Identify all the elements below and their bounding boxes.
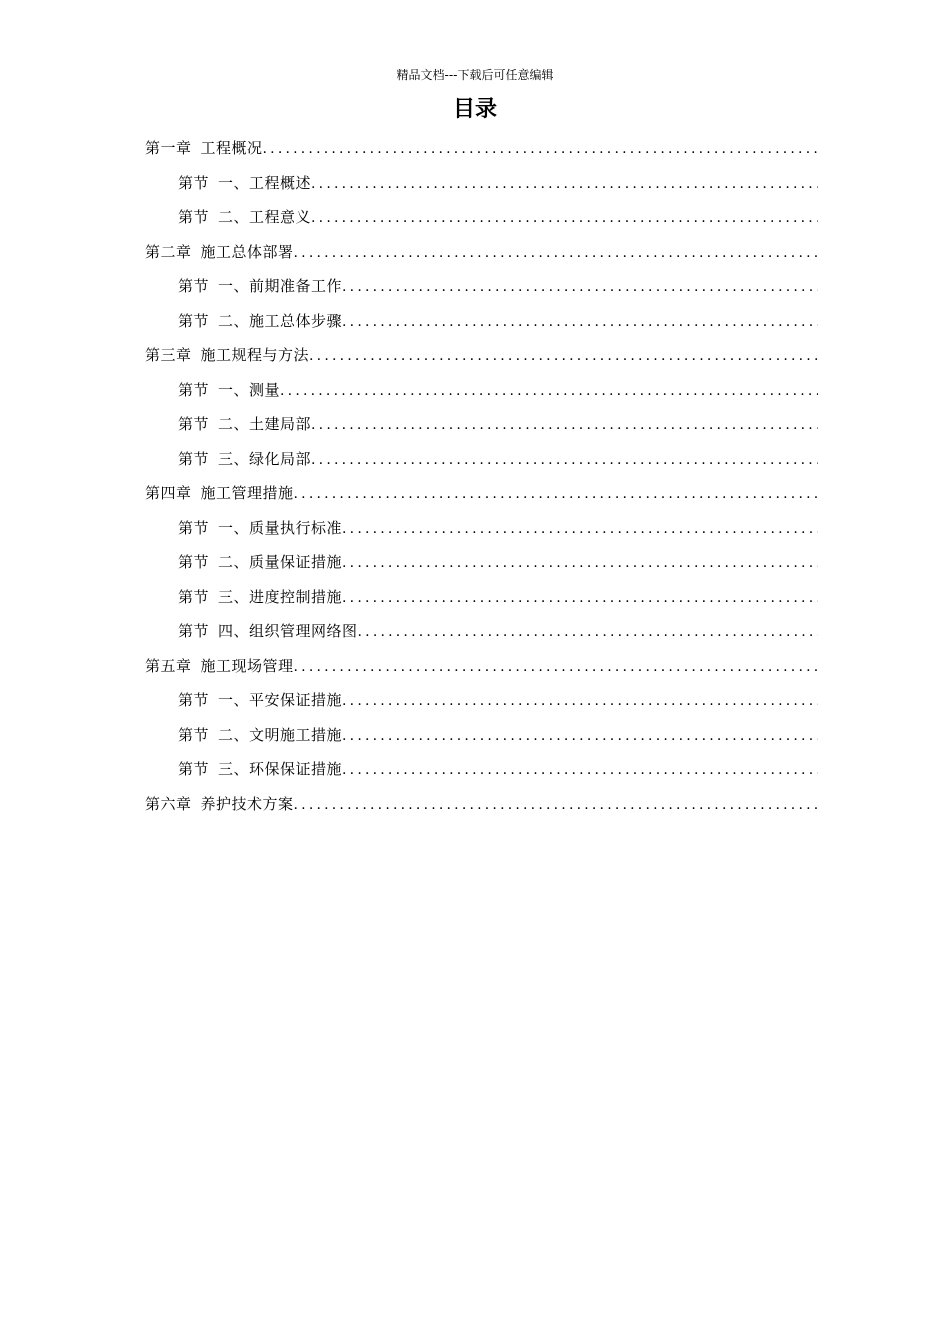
dot-leader <box>311 408 818 442</box>
dot-leader <box>342 546 818 580</box>
dot-leader <box>342 684 818 718</box>
toc-entry-label: 二、文明施工措施 <box>218 725 343 744</box>
toc-entry-text <box>145 476 294 511</box>
toc-entry-text <box>178 166 311 201</box>
toc-entry-prefix: 第节 <box>178 380 210 399</box>
dot-leader <box>311 443 818 477</box>
toc-entry-text <box>178 683 342 718</box>
toc-entry-label: 二、工程意义 <box>218 208 312 226</box>
toc-entry-label: 养护技术方案 <box>200 794 294 813</box>
toc-entry-section[interactable] <box>145 166 818 201</box>
toc-entry-text <box>178 718 342 753</box>
toc-entry-text <box>178 304 342 339</box>
toc-entry-section[interactable] <box>145 683 818 718</box>
toc-entry-section[interactable] <box>145 304 818 339</box>
toc-entry-text <box>145 235 294 270</box>
toc-entry-label: 三、进度控制措施 <box>218 587 343 606</box>
dot-leader <box>311 201 818 235</box>
dot-leader <box>263 132 818 166</box>
dot-leader <box>342 719 818 753</box>
toc-entry-label: 三、环保保证措施 <box>218 760 343 778</box>
toc-entry-prefix: 第节 <box>178 725 210 744</box>
toc-entry-label: 施工现场管理 <box>200 656 294 675</box>
toc-entry-prefix: 第六章 <box>145 794 192 813</box>
dot-leader <box>342 581 818 615</box>
toc-entry-prefix: 第节 <box>178 622 210 640</box>
toc-entry-text <box>178 442 311 477</box>
toc-entry-label: 一、测量 <box>218 380 281 399</box>
toc-entry-section[interactable] <box>145 511 818 546</box>
dot-leader <box>294 477 818 511</box>
toc-entry-prefix: 第节 <box>178 173 210 192</box>
toc-entry-text <box>145 338 309 373</box>
toc-entry-section[interactable] <box>145 200 818 235</box>
toc-entry-label: 三、绿化局部 <box>218 449 312 468</box>
dot-leader <box>294 650 818 684</box>
toc-entry-prefix: 第节 <box>178 311 210 330</box>
toc-entry-label: 一、前期准备工作 <box>218 277 343 295</box>
toc-entry-text <box>178 580 342 615</box>
dot-leader <box>342 305 818 339</box>
toc-entry-label: 一、工程概述 <box>218 173 312 192</box>
toc-entry-prefix: 第节 <box>178 208 210 226</box>
dot-leader <box>294 236 818 270</box>
toc-entry-prefix: 第节 <box>178 553 210 571</box>
toc-entry-prefix: 第三章 <box>145 346 192 364</box>
toc-entry-prefix: 第节 <box>178 691 210 709</box>
toc-entry-text <box>145 787 294 822</box>
dot-leader <box>358 615 818 649</box>
toc-entry-section[interactable] <box>145 373 818 408</box>
toc-entry-label: 施工规程与方法 <box>200 346 310 364</box>
toc-entry-chapter[interactable] <box>145 476 818 511</box>
dot-leader <box>342 753 818 787</box>
toc-entry-chapter[interactable] <box>145 131 818 166</box>
toc-entry-text <box>178 614 358 649</box>
toc-entry-label: 工程概况 <box>200 139 263 157</box>
toc-entry-prefix: 第节 <box>178 415 210 433</box>
dot-leader <box>311 167 818 201</box>
toc-entry-section[interactable] <box>145 269 818 304</box>
toc-entry-section[interactable] <box>145 442 818 477</box>
toc-entry-label: 二、施工总体步骤 <box>218 311 343 330</box>
toc-entry-prefix: 第节 <box>178 760 210 778</box>
toc-entry-prefix: 第节 <box>178 518 210 537</box>
toc-entry-chapter[interactable] <box>145 787 818 822</box>
toc-entry-section[interactable] <box>145 545 818 580</box>
toc-entry-text <box>178 545 342 580</box>
toc-entry-label: 一、平安保证措施 <box>218 691 343 709</box>
toc-entry-section[interactable] <box>145 752 818 787</box>
toc-entry-section[interactable] <box>145 718 818 753</box>
toc-entry-label: 四、组织管理网络图 <box>218 622 358 640</box>
toc-entry-label: 施工总体部署 <box>200 242 294 261</box>
toc-entry-text <box>145 131 263 166</box>
toc-entry-section[interactable] <box>145 407 818 442</box>
toc-entry-label: 二、质量保证措施 <box>218 553 343 571</box>
toc-entry-label: 一、质量执行标准 <box>218 518 343 537</box>
toc-entry-prefix: 第四章 <box>145 484 192 502</box>
toc-entry-label: 施工管理措施 <box>200 484 294 502</box>
toc-entry-chapter[interactable] <box>145 235 818 270</box>
toc-entry-prefix: 第二章 <box>145 242 192 261</box>
dot-leader <box>309 339 818 373</box>
toc-entry-text <box>178 269 342 304</box>
toc-entry-label: 二、土建局部 <box>218 415 312 433</box>
toc-entry-prefix: 第节 <box>178 449 210 468</box>
toc-entry-section[interactable] <box>145 580 818 615</box>
toc-entry-prefix: 第节 <box>178 277 210 295</box>
dot-leader <box>280 374 818 408</box>
toc-entry-chapter[interactable] <box>145 338 818 373</box>
toc-entry-section[interactable] <box>145 614 818 649</box>
toc-title: 目录 <box>452 97 497 122</box>
toc-entry-text <box>178 511 342 546</box>
header-note: 精品文档---下载后可任意编辑 <box>396 68 554 82</box>
toc-entry-text <box>178 407 311 442</box>
toc-entry-prefix: 第一章 <box>145 139 192 157</box>
toc-entry-text <box>178 373 280 408</box>
toc-entry-text <box>145 649 294 684</box>
dot-leader <box>342 270 818 304</box>
toc-entry-text <box>178 200 311 235</box>
dot-leader <box>342 512 818 546</box>
dot-leader <box>294 788 818 822</box>
toc-entry-prefix: 第五章 <box>145 656 192 675</box>
toc-entry-text <box>178 752 342 787</box>
toc-entry-prefix: 第节 <box>178 587 210 606</box>
table-of-contents <box>145 131 818 821</box>
toc-entry-chapter[interactable] <box>145 649 818 684</box>
